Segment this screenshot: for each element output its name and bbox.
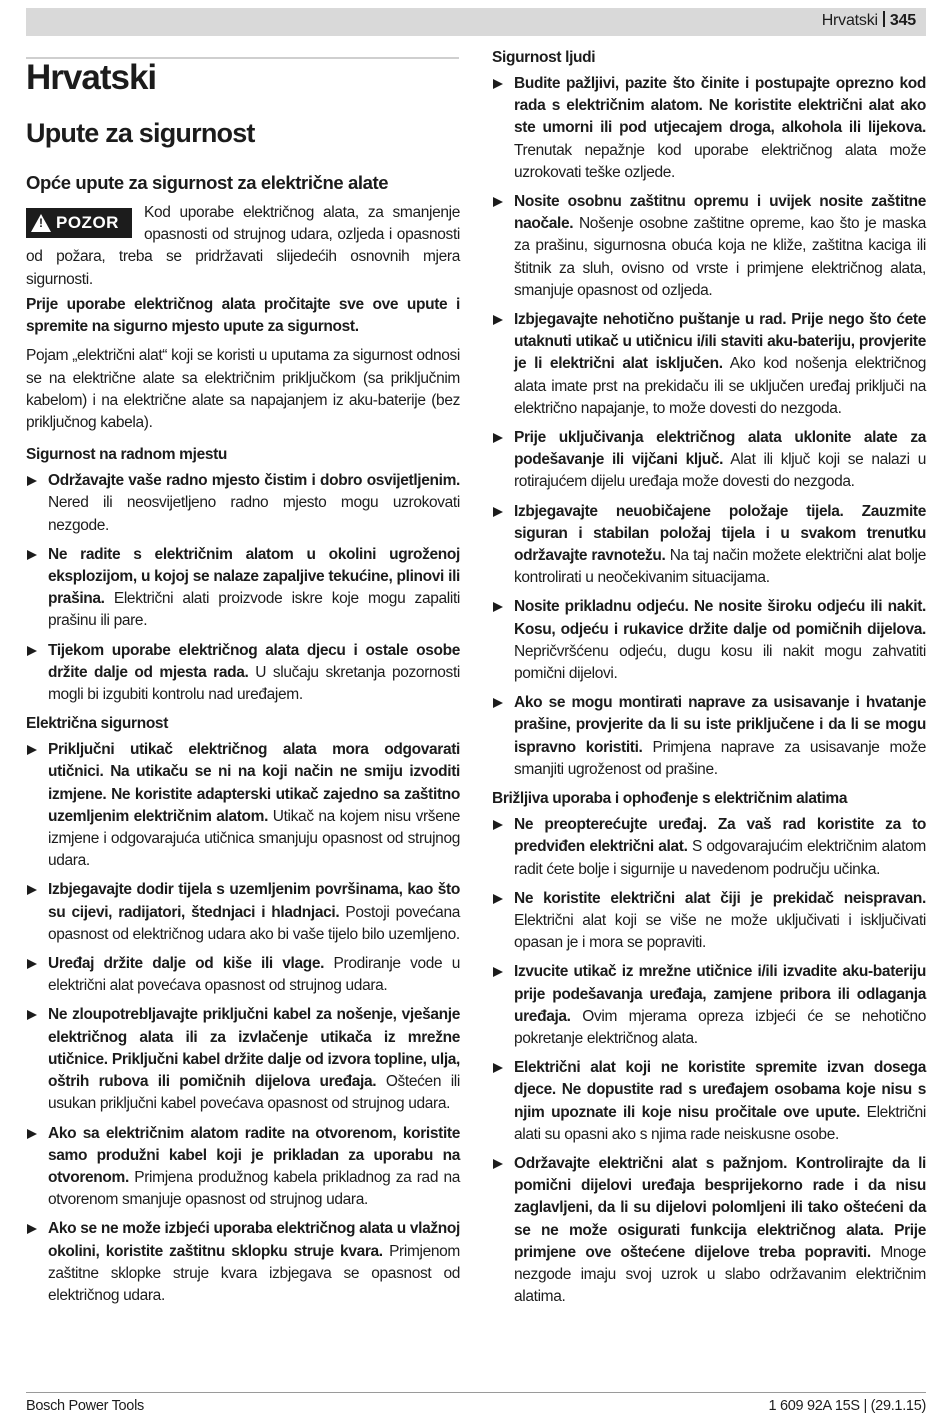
bullet-arrow-icon [493,197,503,207]
safety-item [26,544,460,633]
header-separator [883,11,885,27]
item-explanation: Električni alati su opasni ako s njima rade neiskusne osobe. [514,1103,926,1143]
item-explanation: Nered ili neosvijetljeno radno mjesto mogu uzrokovati nezgode. [48,494,460,534]
item-instruction: Izbjegavajte nehotično puštanje u rad. Prije nego što ćete utaknuti utikač u utičnicu i/ili staviti aku-bateriju, provjerite je li električni alat isključen. [514,311,926,373]
safety-item [492,501,926,590]
safety-item [492,309,926,420]
item-explanation: Utikač na kojem nisu vršene izmjene i odgovarajuća utičnica smanjuju opasnost od strujnog udara. [48,807,461,870]
item-instruction: Izbjegavajte dodir tijela s uzemljenim površinama, kao što su cijevi, radijatori, štednjaci i hladnjaci. [48,881,460,921]
item-instruction: Nosite osobnu zaštitnu opremu i uvijek nosite zaštitne naočale. [514,193,926,233]
item-explanation: Primjena naprave za usisavanje može smanjiti ugroženost od prašine. [514,738,926,778]
item-instruction: Ne preopterećujte uređaj. Za vaš rad koristite za to predviđen električni alat. [514,816,926,856]
bullet-arrow-icon [27,1010,37,1020]
item-explanation: Primjenom zaštitne sklopke struje kvara izbjegava se opasnost od električnog udara. [48,1242,460,1304]
item-explanation: Nepričvršćenu odjeću, dugu kosu ili nakit mogu zahvatiti pomični dijelovi. [514,642,926,683]
item-explanation: Oštećen ili usukan priključni kabel povećava opasnost od strujnog udara. [48,1073,460,1113]
safety-item [26,470,460,537]
item-explanation: Ako kod nošenja električnog alata imate prst na prekidaču ili se uključen uređaj priključi na električno napajanje, to može dovesti do nezgoda. [514,355,926,417]
warning-label: POZOR [56,213,119,232]
bullet-arrow-icon [493,315,503,325]
section-personal [492,47,926,781]
section-heading: Sigurnost na radnom mjestu [26,446,228,464]
running-header [822,11,916,30]
item-instruction: Održavajte električni alat s pažnjom. Kontrolirajte da li pomični dijelovi uređaja besprijekorno rade i da nisu zaglavljeni, da li su dijelovi polomljeni ili tako oštećeni da se ne može osigurati funkcija električnog alata. Prije primjene ove oštećene dijelove treba popraviti. [514,1154,926,1261]
bullet-arrow-icon [27,476,37,486]
safety-item [26,879,460,946]
bullet-arrow-icon [493,1063,503,1073]
item-instruction: Budite pažljivi, pazite što činite i postupajte oprezno kod rada s električnim alatom. Ne koristite električni alat ako ste umorni ili pod utjecajem droga, alkohola ili lijekova. [514,75,926,137]
item-instruction: Električni alat koji ne koristite spremite izvan dosega djece. Ne dopustite rad s uređajem osobama koje nisu s njim upoznate ili koje nisu pročitale ove upute. [514,1059,926,1121]
section-heading: Brižljiva uporaba i ophođenje s električnim alatima [492,790,848,808]
section-tool-use [492,788,926,1308]
warning-text: Kod uporabe električnog alata, za smanjenje opasnosti od strujnog udara, ozljeda i opasnosti od požara, treba se pridržavati slijedećih osnovnih mjera sigurnosti. [26,204,460,288]
item-instruction: Ako se ne može izbjeći uporaba električnog alata u vlažnoj okolini, koristite zaštitnu sklopku struje kvara. [48,1220,460,1260]
item-instruction: Prije uključivanja električnog alata uklonite alate za podešavanje ili vijčani ključ. [514,429,926,469]
item-explanation: Ovim mjerama opreza izbjeći će se nehotično pokretanje električnog alata. [514,1007,926,1047]
item-instruction: Priključni utikač električnog alata mora odgovarati utičnici. Na utikaču se ni na koji način ne smiju izvoditi izmjene. Ne koristite adapterski utikač zajedno sa zaštitno uzemljenim električnim alatom. [48,741,460,825]
item-explanation: Mnoge nezgode imaju svoj uzrok u slabo održavanim električnim alatima. [514,1243,926,1306]
item-explanation: Alat ili ključ koji se nalazi u rotirajućem dijelu uređaja može dovesti do nezgoda. [514,451,926,491]
safety-item [492,1153,926,1308]
bullet-arrow-icon [493,967,503,977]
item-explanation: Postoji povećana opasnost od električnog udara ako bi vaše tijelo bilo uzemljeno. [48,903,460,943]
safety-item [26,953,460,997]
bullet-arrow-icon [27,959,37,969]
bullet-arrow-icon [493,894,503,904]
safety-list [26,470,460,706]
item-explanation: Nošenje osobne zaštitne opreme, kao što je maska za prašinu, sigurnosna obuća koja ne kliže, zaštitna kaciga ili štitnik za sluh, ovisno od vrste i primjene električnog alata, smanjuje opasnost od ozljeda. [514,215,926,299]
item-instruction: Izbjegavajte neuobičajene položaje tijela. Zauzmite siguran i stabilan položaj tijela i u svakom trenutku održavajte ravnotežu. [514,502,926,565]
item-instruction: Ako sa električnim alatom radite na otvorenom, koristite samo produžni kabel koji je prikladan za uporabu na otvorenom. [48,1124,460,1186]
safety-item [492,888,926,955]
header-bar [26,8,926,36]
sub-heading: Opće upute za sigurnost za električne alate [26,172,389,193]
safety-list [492,73,926,781]
item-instruction: Nosite prikladnu odjeću. Ne nosite široku odjeću ili nakit. Kosu, odjeću i rukavice držite dalje od pomičnih dijelova. [514,598,926,638]
exclamation-icon: ! [39,216,43,230]
bullet-arrow-icon [493,433,503,443]
safety-list [492,814,926,1308]
bullet-arrow-icon [27,646,37,656]
section-heading: Električna sigurnost [26,715,169,733]
bullet-arrow-icon [27,745,37,755]
safety-item [492,692,926,781]
safety-item [26,1123,460,1212]
safety-list [26,739,460,1307]
safety-item [26,739,460,872]
footer-publisher: Bosch Power Tools [26,1398,144,1414]
safety-item [26,1218,460,1307]
bullet-arrow-icon [493,602,503,612]
safety-item [26,640,460,707]
warning-block [26,202,460,291]
safety-item [492,814,926,881]
bullet-arrow-icon [27,550,37,560]
page-number: 345 [889,12,916,29]
section-electrical [26,713,460,1307]
section-heading: Sigurnost ljudi [492,49,596,66]
safety-item [492,427,926,494]
main-heading: Upute za sigurnost [26,118,255,148]
item-instruction: Ako se mogu montirati naprave za usisavanje i hvatanje prašine, provjerite da li su iste priključene i da li se mogu ispravno koristiti. [514,694,926,756]
footer-doc-id: 1 609 92A 15S | (29.1.15) [768,1398,926,1414]
bullet-arrow-icon [493,1159,503,1169]
bullet-arrow-icon [27,885,37,895]
item-instruction: Izvucite utikač iz mrežne utičnice i/ili izvadite aku-bateriju prije podešavanja uređaja, zamjene pribora ili odlaganja uređaja. [514,963,926,1025]
item-explanation: Na taj način možete električni alat bolje kontrolirati u neočekivanim situacijama. [514,547,926,587]
warning-badge [26,208,132,238]
safety-item [492,1057,926,1146]
safety-item [492,596,926,685]
right-column [492,47,926,1315]
bullet-arrow-icon [27,1224,37,1234]
item-instruction: Ne zloupotrebljavajte priključni kabel za nošenje, vješanje električnog alata ili za izvlačenje utikača iz mrežne utičnice. Priključni kabel držite dalje od izvora topline, ulja, oštrih rubova ili pomičnih dijelova uređaja. [48,1006,460,1091]
bullet-arrow-icon [493,820,503,830]
section-workplace [26,444,460,706]
bullet-arrow-icon [493,698,503,708]
item-instruction: Tijekom uporabe električnog alata djecu i ostale osobe držite dalje od mjesta rada. [48,641,460,681]
safety-item [492,73,926,184]
intro-bold: Prije uporabe električnog alata pročitajte sve ove upute i spremite na sigurno mjesto upute za sigurnost. [26,296,460,336]
item-instruction: Ne radite s električnim alatom u okolini ugroženoj eksplozijom, u kojoj se nalaze zapaljive tekućine, plinovi ili prašina. [48,545,460,608]
item-explanation: S odgovarajućim električnim alatom radit ćete bolje i sigurnije u navedenom području učinka. [514,838,926,878]
item-explanation: Primjena produžnog kabela prikladnog za rad na otvorenom smanjuje opasnost od strujnog udara. [48,1168,460,1209]
safety-item [492,961,926,1050]
bullet-arrow-icon [493,507,503,517]
left-column [26,294,460,1314]
item-explanation: Električni alat koji se više ne može uključivati i isključivati opasan je i mora se popraviti. [514,911,926,952]
safety-item [492,191,926,302]
item-explanation: Prodiranje vode u električni alat povećava opasnost od strujnog udara. [48,955,460,995]
item-explanation: Trenutak nepažnje kod uporabe električnog alata može uzrokovati teške ozljede. [514,141,926,181]
item-instruction: Održavajte vaše radno mjesto čistim i dobro osvijetljenim. [48,472,460,490]
safety-item [26,1004,460,1115]
item-explanation: U slučaju skretanja pozornosti mogli bi izgubiti kontrolu nad uređajem. [48,663,460,704]
bullet-arrow-icon [27,1129,37,1139]
footer-rule [26,1392,926,1393]
header-section: Hrvatski [821,12,878,29]
item-instruction: Uređaj držite dalje od kiše ili vlage. [48,955,325,973]
item-instruction: Ne koristite električni alat čiji je prekidač neispravan. [514,889,926,907]
language-title: Hrvatski [26,58,157,97]
item-explanation: Električni alati proizvode iskre koje mogu zapaliti prašinu ili pare. [48,590,460,630]
intro-text: Pojam „električni alat“ koji se koristi u uputama za sigurnost odnosi se na električne alate sa električnim priključkom (sa priključnim kabelom) i na električne alate sa napajanjem iz aku-baterije (bez priključnog kabela). [26,347,460,432]
bullet-arrow-icon [493,79,503,89]
